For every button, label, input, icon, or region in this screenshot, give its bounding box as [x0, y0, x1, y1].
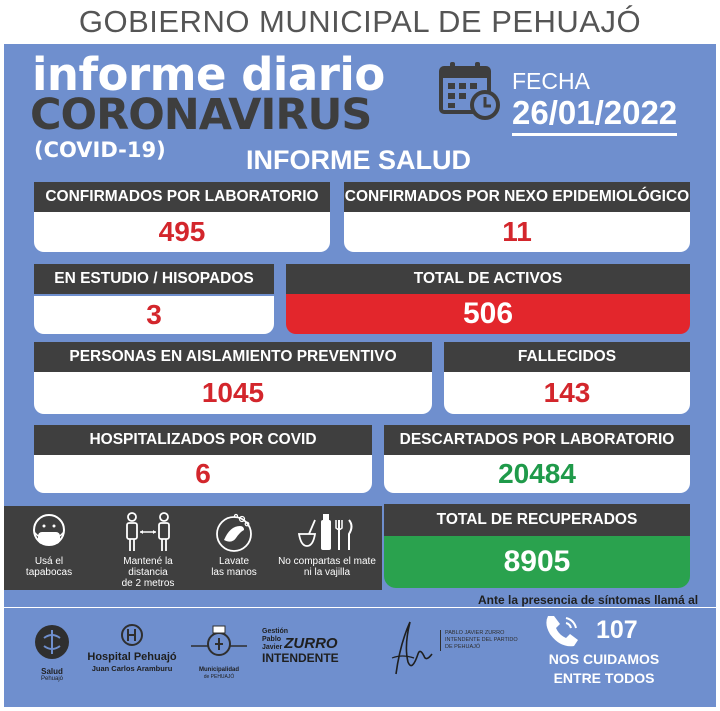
- stat-label: CONFIRMADOS POR LABORATORIO: [34, 182, 330, 212]
- symptoms-text: Ante la presencia de síntomas llamá al: [478, 593, 699, 607]
- stat-value: 20484: [384, 455, 690, 493]
- municipalidad-text: Municipalidad: [198, 667, 239, 673]
- municipal-emblem-icon: [189, 624, 249, 662]
- tip-handwash: [194, 506, 274, 590]
- distance-icon: [120, 510, 176, 554]
- stat-value: 495: [34, 212, 330, 252]
- stat-value: 506: [286, 294, 690, 334]
- signer-place: DE PEHUAJÓ: [445, 644, 481, 650]
- gestion-middle-name: Javier: [262, 644, 283, 651]
- signer-block: [440, 630, 530, 651]
- tip-mate: [274, 506, 380, 590]
- stat-value: 1045: [34, 372, 432, 414]
- total-activos-card: [286, 264, 690, 334]
- hospital-name: Hospital Pehuajó: [87, 651, 177, 663]
- stat-label: FALLECIDOS: [444, 342, 690, 372]
- municipalidad-subtext: de PEHUAJÓ: [203, 674, 235, 680]
- report-title: informe diario: [32, 48, 385, 101]
- hospital-logo: [84, 624, 180, 673]
- face-mask-icon: [29, 510, 69, 554]
- confirmed-nexo-card: [344, 182, 690, 252]
- stat-label: HOSPITALIZADOS POR COVID: [34, 425, 372, 455]
- tip-line1: Usá el: [34, 556, 64, 567]
- confirmed-lab-card: [34, 182, 330, 252]
- signer-name: PABLO JAVIER ZURRO: [445, 630, 505, 636]
- section-title: INFORME SALUD: [246, 145, 471, 175]
- tip-line1: No compartas el mate: [278, 556, 376, 567]
- gestion-logo: [262, 628, 372, 665]
- tip-line1: Lavate: [218, 556, 250, 567]
- stat-value: 6: [34, 455, 372, 493]
- tip-mask: [10, 506, 88, 590]
- en-estudio-card: [34, 264, 274, 334]
- municipalidad-logo: [184, 624, 254, 680]
- hospital-subname: Juan Carlos Aramburu: [91, 664, 173, 673]
- recuperados-card: [384, 504, 690, 588]
- slogan: [540, 650, 668, 688]
- gestion-first-name: Pablo: [262, 636, 282, 643]
- stat-label: PERSONAS EN AISLAMIENTO PREVENTIVO: [34, 342, 432, 372]
- hospitalizados-card: [34, 425, 372, 493]
- descartados-card: [384, 425, 690, 493]
- aislamiento-card: [34, 342, 432, 414]
- fallecidos-card: [444, 342, 690, 414]
- salud-logo-text: Salud: [41, 667, 63, 676]
- tip-line2: las manos: [211, 567, 257, 578]
- stat-value: 143: [444, 372, 690, 414]
- stat-value: 3: [34, 296, 274, 334]
- mate-icon: [295, 510, 359, 554]
- gestion-role: INTENDENTE: [262, 651, 339, 665]
- signature-icon: [388, 614, 438, 680]
- stat-label: TOTAL DE RECUPERADOS: [384, 504, 690, 536]
- page-title: GOBIERNO MUNICIPAL DE PEHUAJÓ: [4, 4, 716, 42]
- hand-wash-icon: [212, 510, 256, 554]
- date-value: 26/01/2022: [512, 94, 677, 136]
- stat-label: DESCARTADOS POR LABORATORIO: [384, 425, 690, 455]
- hospital-emblem-icon: [120, 624, 144, 646]
- prevention-tips: [4, 506, 382, 590]
- tip-line2: tapabocas: [25, 567, 73, 578]
- gestion-label: Gestión: [262, 628, 289, 635]
- calendar-icon: [438, 60, 502, 122]
- slogan-line2: ENTRE TODOS: [553, 670, 655, 686]
- tip-line2: ni la vajilla: [303, 567, 351, 578]
- report-title-coronavirus: CORONAVIRUS: [30, 90, 372, 140]
- stat-label: EN ESTUDIO / HISOPADOS: [34, 264, 274, 294]
- phone-icon: [544, 612, 582, 650]
- slogan-line1: NOS CUIDAMOS: [548, 651, 660, 667]
- stat-value: 11: [344, 212, 690, 252]
- salud-emblem-icon: [30, 622, 74, 662]
- stat-label: TOTAL DE ACTIVOS: [286, 264, 690, 294]
- date-label: FECHA: [512, 68, 590, 94]
- stat-value: 8905: [384, 536, 690, 588]
- report-title-covid: (COVID-19): [34, 138, 166, 162]
- tip-line1: Mantené la distancia: [123, 556, 173, 578]
- salud-logo: [24, 622, 80, 683]
- signer-role: INTENDENTE DEL PARTIDO: [445, 637, 518, 643]
- stat-label: CONFIRMADOS POR NEXO EPIDEMIOLÓGICO: [344, 182, 690, 212]
- tip-distance: [104, 506, 192, 590]
- gestion-surname: ZURRO: [284, 635, 338, 652]
- tip-line2: de 2 metros: [121, 578, 175, 589]
- salud-logo-subtext: Pehuajó: [40, 676, 64, 682]
- phone-number: 107: [596, 616, 638, 644]
